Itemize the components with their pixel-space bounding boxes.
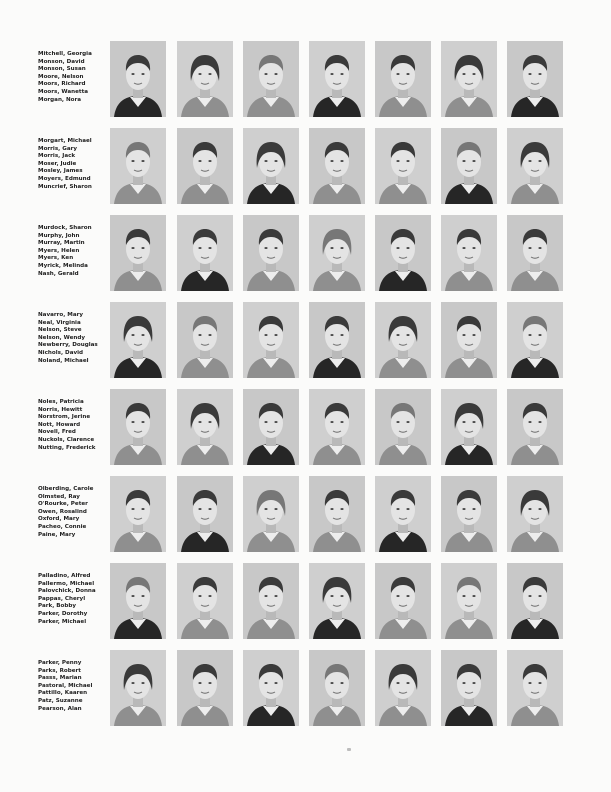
student-portrait xyxy=(507,128,563,204)
student-portrait xyxy=(177,563,233,639)
student-portrait xyxy=(507,389,563,465)
student-name: Moser, Judie xyxy=(38,160,77,167)
student-portrait xyxy=(110,215,166,291)
page-mark xyxy=(347,748,351,751)
student-name: Parker, Michael xyxy=(38,618,87,625)
student-name: Noland, Michael xyxy=(38,357,89,364)
student-portrait xyxy=(309,389,365,465)
student-portrait xyxy=(110,128,166,204)
student-name: Norris, Hewitt xyxy=(38,406,83,413)
student-portrait xyxy=(309,41,365,117)
student-name: Pacheo, Connie xyxy=(38,523,87,530)
student-portrait xyxy=(243,650,299,726)
student-portrait xyxy=(375,215,431,291)
student-portrait xyxy=(177,41,233,117)
student-name: Myers, Helen xyxy=(38,247,80,254)
student-portrait xyxy=(375,302,431,378)
student-portrait xyxy=(441,41,497,117)
student-name: Navarro, Mary xyxy=(38,312,84,318)
student-portrait xyxy=(177,215,233,291)
student-name: Nash, Gerald xyxy=(38,270,79,277)
student-name: Pappas, Cheryl xyxy=(38,595,86,602)
student-portrait xyxy=(375,476,431,552)
student-portrait xyxy=(507,563,563,639)
student-portrait xyxy=(507,302,563,378)
student-portrait xyxy=(110,650,166,726)
student-portrait xyxy=(243,41,299,117)
student-name: Mitchell, Georgia xyxy=(38,51,92,57)
name-list xyxy=(38,138,108,191)
student-name: Morgan, Nora xyxy=(38,96,82,103)
student-portrait xyxy=(110,476,166,552)
student-portrait xyxy=(243,476,299,552)
student-name: Oxford, Mary xyxy=(38,516,80,523)
student-name: Myrick, Melinda xyxy=(38,262,88,269)
student-row xyxy=(0,389,611,471)
student-portrait xyxy=(441,650,497,726)
student-name: Park, Bobby xyxy=(38,603,77,610)
student-name: Parker, Dorothy xyxy=(38,610,88,617)
student-portrait xyxy=(441,389,497,465)
student-row xyxy=(0,41,611,123)
student-portrait xyxy=(441,476,497,552)
student-portrait xyxy=(243,128,299,204)
student-portrait xyxy=(441,563,497,639)
student-row xyxy=(0,215,611,297)
student-name: Moore, Nelson xyxy=(38,73,84,80)
student-portrait xyxy=(375,563,431,639)
student-name: Mosley, James xyxy=(38,168,83,175)
name-list xyxy=(38,225,108,278)
student-name: Pattillo, Kaaren xyxy=(38,690,88,697)
student-portrait xyxy=(243,389,299,465)
student-portrait xyxy=(375,389,431,465)
student-name: Monson, David xyxy=(38,58,85,65)
name-list xyxy=(38,573,108,626)
student-name: Olmsted, Ray xyxy=(38,493,80,500)
student-row xyxy=(0,128,611,210)
name-list xyxy=(38,51,108,104)
student-portrait xyxy=(243,563,299,639)
student-portrait xyxy=(507,215,563,291)
student-portrait xyxy=(110,41,166,117)
student-name: Morris, Gary xyxy=(38,145,78,152)
student-portrait xyxy=(375,41,431,117)
student-portrait xyxy=(110,302,166,378)
student-name: Owen, Rosalind xyxy=(38,508,87,515)
student-name: Myers, Ken xyxy=(38,255,74,262)
student-name: Murray, Martin xyxy=(38,240,85,247)
student-portrait xyxy=(177,302,233,378)
student-name: Nuckols, Clarence xyxy=(38,436,95,443)
student-name: Murphy, John xyxy=(38,232,80,239)
student-portrait xyxy=(309,650,365,726)
student-name: Monson, Susan xyxy=(38,66,86,73)
student-name: Olberding, Carole xyxy=(38,486,94,492)
student-name: Neal, Virginia xyxy=(38,319,81,326)
student-portrait xyxy=(507,41,563,117)
student-portrait xyxy=(110,563,166,639)
student-name: Morris, Jack xyxy=(38,153,76,160)
student-name: Moors, Richard xyxy=(38,81,86,88)
student-name: Passs, Marian xyxy=(38,675,82,682)
student-name: Nichols, David xyxy=(38,349,84,356)
student-name: Pallermo, Michael xyxy=(38,580,95,587)
student-portrait xyxy=(177,650,233,726)
student-portrait xyxy=(177,389,233,465)
student-portrait xyxy=(177,476,233,552)
student-portrait xyxy=(309,563,365,639)
student-portrait xyxy=(507,650,563,726)
student-name: Parks, Robert xyxy=(38,667,81,674)
student-name: Morgart, Michael xyxy=(38,138,92,144)
student-name: Pearson, Alan xyxy=(38,705,82,712)
student-portrait xyxy=(441,128,497,204)
student-row xyxy=(0,476,611,558)
student-name: Nelson, Steve xyxy=(38,327,82,334)
student-row xyxy=(0,563,611,645)
student-portrait xyxy=(375,650,431,726)
student-portrait xyxy=(441,302,497,378)
student-portrait xyxy=(243,215,299,291)
student-name: Nott, Howard xyxy=(38,421,81,428)
name-list xyxy=(38,660,108,713)
student-portrait xyxy=(309,128,365,204)
student-name: Muncrief, Sharon xyxy=(38,183,92,190)
student-name: Noles, Patricia xyxy=(38,399,84,405)
student-name: Moors, Wanetta xyxy=(38,88,89,95)
student-name: Murdock, Sharon xyxy=(38,225,92,231)
student-row xyxy=(0,650,611,732)
student-name: Novell, Fred xyxy=(38,429,76,436)
student-portrait xyxy=(243,302,299,378)
name-list xyxy=(38,312,108,365)
student-name: Newberry, Douglas xyxy=(38,342,98,349)
student-portrait xyxy=(177,128,233,204)
student-portrait xyxy=(309,302,365,378)
student-name: Parker, Penny xyxy=(38,660,82,666)
student-portrait xyxy=(441,215,497,291)
student-name: Norstrom, Jerine xyxy=(38,414,91,421)
student-name: Paine, Mary xyxy=(38,531,76,538)
name-list xyxy=(38,486,108,539)
student-name: Patz, Suzanne xyxy=(38,697,83,704)
student-portrait xyxy=(375,128,431,204)
student-name: Palladino, Alfred xyxy=(38,573,91,579)
student-row xyxy=(0,302,611,384)
student-name: Pastoral, Michael xyxy=(38,682,93,689)
student-name: Moyers, Edmund xyxy=(38,175,91,182)
student-name: Palovchick, Donna xyxy=(38,588,96,595)
student-name: Nutting, Frederick xyxy=(38,444,96,451)
student-name: O'Rourke, Peter xyxy=(38,501,88,508)
name-list xyxy=(38,399,108,452)
student-portrait xyxy=(507,476,563,552)
student-name: Nelson, Wendy xyxy=(38,334,86,341)
student-portrait xyxy=(309,215,365,291)
student-portrait xyxy=(309,476,365,552)
student-portrait xyxy=(110,389,166,465)
